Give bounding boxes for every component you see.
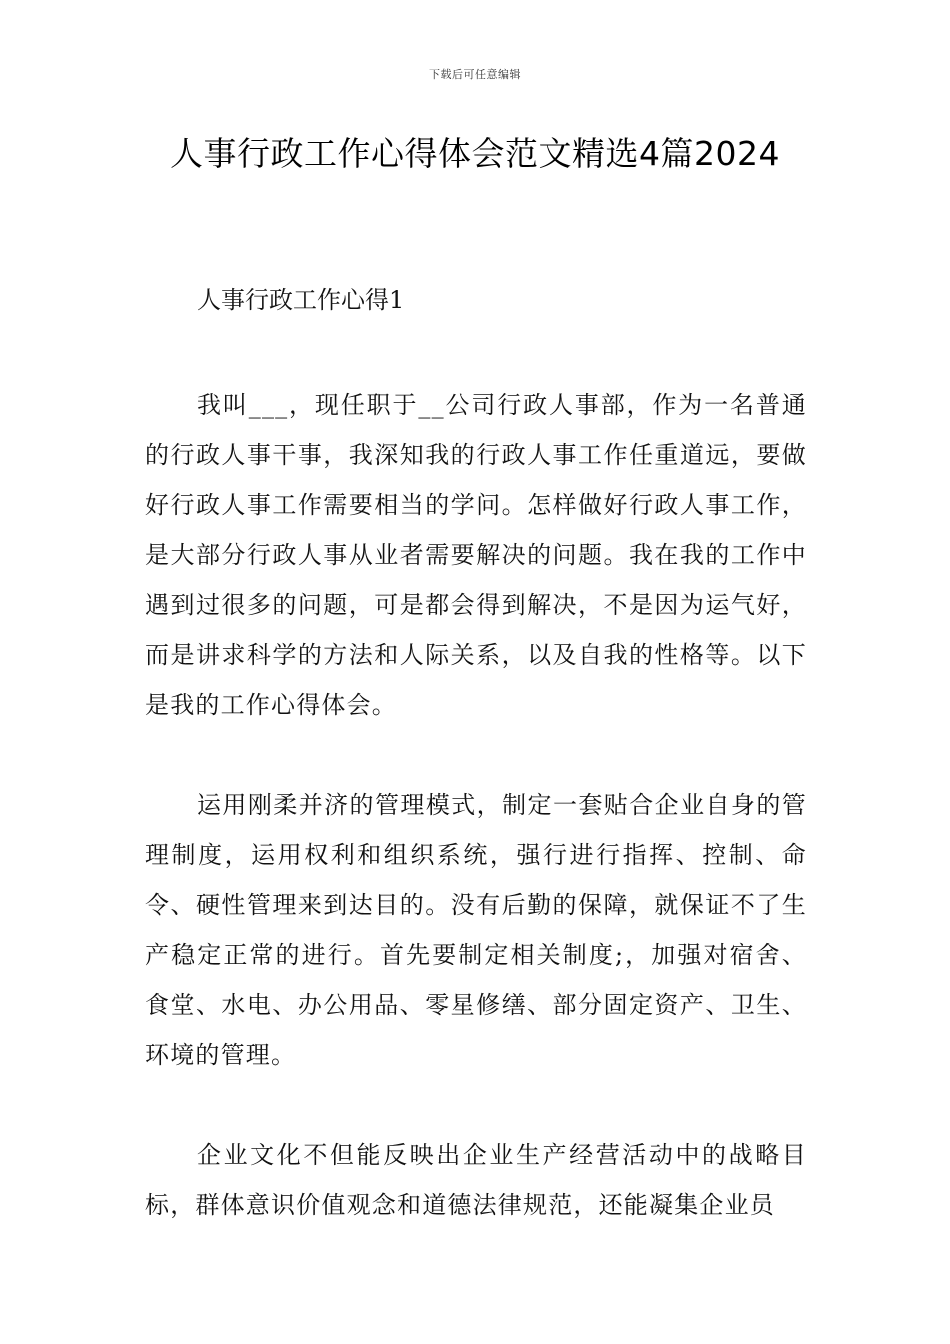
- document-body: [145, 282, 807, 1280]
- section-heading: 人事行政工作心得1: [197, 286, 405, 314]
- download-note: 下载后可任意编辑: [429, 68, 521, 81]
- paragraph-3: 企业文化不但能反映出企业生产经营活动中的战略目标，群体意识价值观念和道德法律规范，还能凝集企业员: [145, 1141, 807, 1219]
- document-title: 人事行政工作心得体会范文精选4篇2024: [170, 134, 780, 173]
- paragraph-1: 我叫___，现任职于__公司行政人事部，作为一名普通的行政人事干事，我深知我的行政人事工作任重道远，要做好行政人事工作需要相当的学问。怎样做好行政人事工作，是大部分行政人事从业者需要解决的问题。我在我的工作中遇到过很多的问题，可是都会得到解决，不是因为运气好，而是讲求科学的方法和人际关系，以及自我的性格等。以下是我的工作心得体会。: [145, 391, 807, 719]
- paragraph-2: 运用刚柔并济的管理模式，制定一套贴合企业自身的管理制度，运用权利和组织系统，强行进行指挥、控制、命令、硬性管理来到达目的。没有后勤的保障，就保证不了生产稳定正常的进行。首先要制定相关制度;，加强对宿舍、食堂、水电、办公用品、零星修缮、部分固定资产、卫生、环境的管理。: [145, 791, 807, 1069]
